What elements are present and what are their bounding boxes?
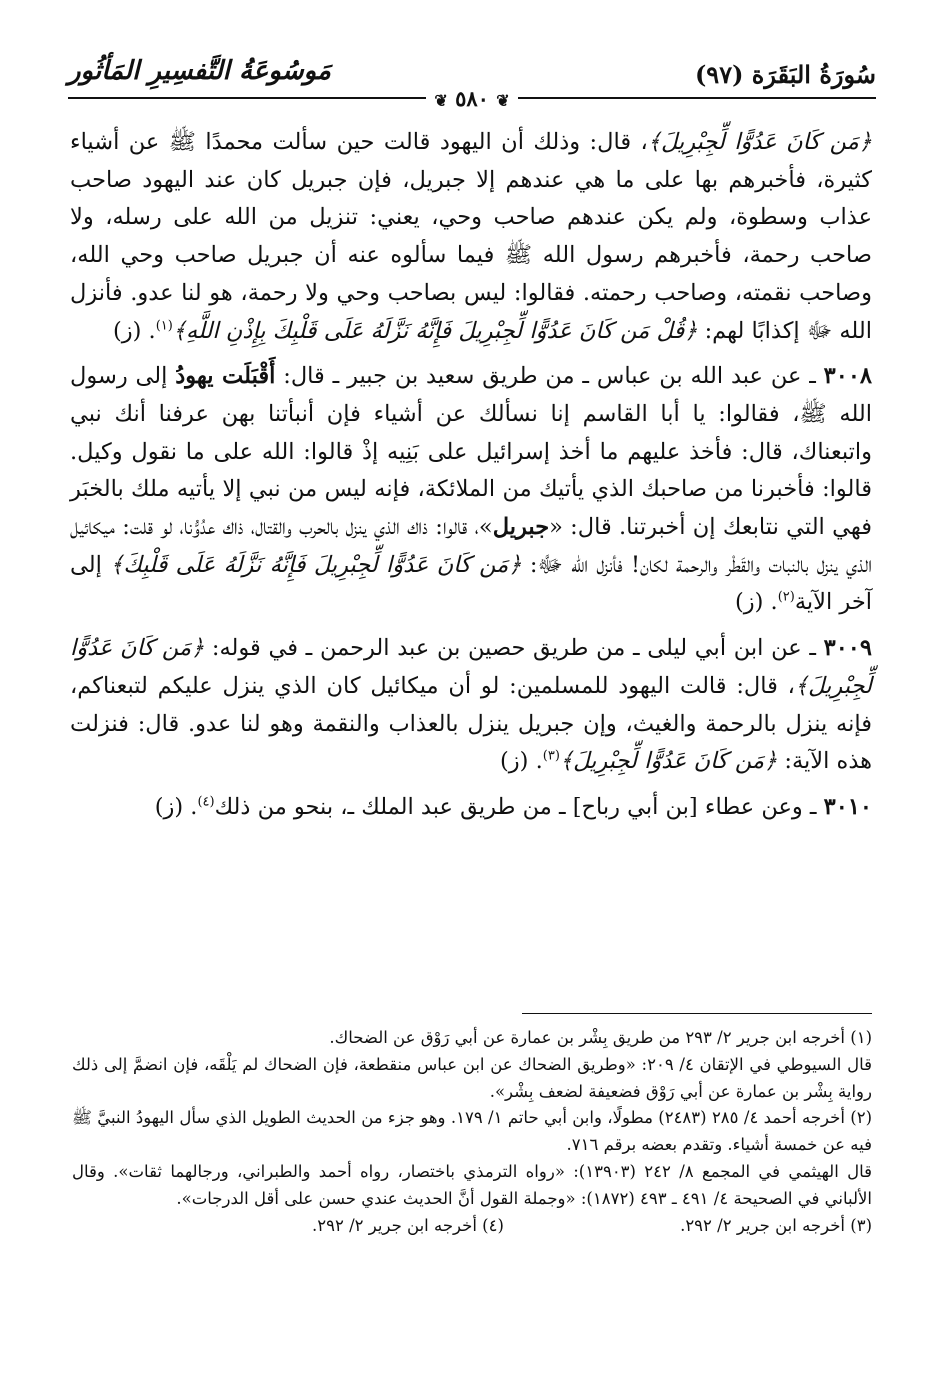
narration-number: ٣٠١٠ [823, 793, 872, 820]
paragraph-continuation [70, 124, 872, 350]
quran-quote: ﴿مَن كَانَ عَدُوًّا لِّجِبْرِيلَ﴾ [559, 748, 778, 775]
paragraph-end: . (ز) [500, 748, 543, 775]
main-text [70, 124, 872, 827]
paragraph-text: ـ عن ابن أبي ليلى ـ من طريق حصين بن عبد الرحمن ـ في قوله: [204, 635, 824, 662]
bold-phrase: جبريل [492, 514, 550, 541]
paragraph-end: . (ز) [734, 589, 778, 616]
surah-title: سُورَةُ البَقَرَة (٩٧) [694, 60, 876, 89]
narration-3010 [70, 789, 872, 827]
paragraph-text: ـ عن عبد الله بن عباس ـ من طريق سعيد بن جبير ـ قال: [275, 363, 824, 390]
paragraph-end: . (ز) [154, 793, 198, 820]
quran-quote: ﴿مَن كَانَ عَدُوًّا لِّجِبْرِيلَ﴾ [647, 129, 872, 155]
book-title: مَوسُوعَةُ التَّفسِيرِ المَأثُور [68, 56, 331, 86]
footnote-ref[interactable]: (٣) [542, 748, 560, 764]
paragraph-end: . (ز) [112, 317, 156, 344]
paragraph-text: إلى رسول الله ﷺ، فقالوا: يا أبا القاسم إنا نسألك عن أشياء فإن أنبأتنا بهن عرفنا أنك نبي واتبعناك، قال: فأخذ عليهم ما أخذ إسرائيل على بَنِيه إذْ قالوا: الله على ما نقول وكيل. قالوا: فأخبرنا من صاحبك الذي يأتيك من الملائكة، فإنه ليس من نبي إلا يأتيه ملك بالخبَر فهي التي نتابعك إن أخبرتنا. قال: « [70, 363, 872, 541]
narration-number: ٣٠٠٨ [823, 363, 873, 390]
footnote-2-comment: قال الهيثمي في المجمع ٨/ ٢٤٢ (١٣٩٠٣): «رواه الترمذي باختصار، رواه أحمد والطبراني، ورجالهما ثقات». وقال الألباني في الصحيحة ٤/ ٤٩١ ـ ٤٩٣ (١٨٧٢): «وجملة القول أنَّ الحديث عندي حسن على أقل الدرجات». [72, 1161, 872, 1208]
footnote-4: (٤) أخرجه ابن جرير ٢/ ٢٩٢. [312, 1215, 504, 1235]
paragraph-text: ، قال: قالت اليهود للمسلمين: لو أن ميكائيل كان الذي ينزل عليكم لتبعناكم، فإنه ينزل بالرحمة والغيث، وإن جبريل ينزل بالعذاب والنقمة وهو لنا عدو. قال: فنزلت هذه الآية: [70, 672, 872, 775]
bold-phrase: أَقْبَلَت يهودُ [175, 363, 276, 390]
paragraph-text: »، قالوا: ذاك الذي ينزل بالحرب والقتال، ذاك عدُوُّنا، لو قلت: ميكائيل الذي ينزل بالنبات والقَطْر والرحمة لكان! فأنزل الله ﷻ: [70, 514, 873, 578]
footnote-1-comment: قال السيوطي في الإتقان ٤/ ٢٠٩: «وطريق الضحاك عن ابن عباس منقطعة، فإن الضحاك لم يَلْقَه، فإن انضمَّ إلى ذلك رواية بِشْر بن عمارة عن أبي رَوْق فضعيفة لضعف بِشْر». [72, 1054, 872, 1101]
footnotes [72, 1025, 872, 1239]
footnote-1: (١) أخرجه ابن جرير ٢/ ٢٩٣ من طريق بِشْر بن عمارة عن أبي رَوْق عن الضحاك. [329, 1028, 872, 1047]
footnote-ref[interactable]: (٤) [197, 794, 215, 810]
narration-3009 [70, 630, 872, 781]
footnote-row [72, 1213, 872, 1240]
ornament-icon: ❦ [434, 91, 448, 110]
page-number-row [0, 86, 944, 114]
page-number: ٥٨٠ [455, 86, 489, 111]
quran-quote: ﴿قُلْ مَن كَانَ عَدُوًّا لِّجِبْرِيلَ فَإِنَّهُ نَزَّلَهُ عَلَى قَلْبِكَ بِإِذْنِ اللَّهِ﴾ [172, 317, 698, 344]
footnote-ref[interactable]: (٢) [777, 589, 795, 605]
footnote-separator [522, 1013, 872, 1014]
narration-3008 [70, 358, 872, 622]
footnote-ref[interactable]: (١) [155, 318, 173, 334]
footnote-3: (٣) أخرجه ابن جرير ٢/ ٢٩٢. [680, 1215, 872, 1235]
paragraph-text: إلى آخر الآية [70, 551, 872, 616]
quran-quote: ﴿مَن كَانَ عَدُوًّا لِّجِبْرِيلَ﴾ [70, 635, 872, 699]
paragraph-text: ـ وعن عطاء [بن أبي رباح] ـ من طريق عبد الملك ـ، بنحو من ذلك [214, 793, 824, 820]
narration-number: ٣٠٠٩ [823, 635, 872, 662]
ornament-icon: ❦ [496, 91, 510, 110]
paragraph-text: ، قال: وذلك أن اليهود قالت حين سألت محمدًا ﷺ عن أشياء كثيرة، فأخبرهم بها على ما هي عندهم إلا جبريل، فإن جبريل كان عند اليهود صاحب عذاب وسطوة، ولم يكن عندهم صاحب وحي، يعني: تنزيل من الله على رسله، ولا صاحب رحمة، فأخبرهم رسول الله ﷺ فيما سألوه عنه أن جبريل صاحب وحي الله، وصاحب نقمته، وصاحب رحمته. فقالوا: ليس بصاحب وحي ولا رحمة، هو لنا عدو. فأنزل الله ﷻ إكذابًا لهم: [70, 129, 872, 344]
quran-quote: ﴿مَن كَانَ عَدُوًّا لِّجِبْرِيلَ فَإِنَّهُ نَزَّلَهُ عَلَى قَلْبِكَ﴾ [110, 551, 522, 578]
footnote-2: (٢) أخرجه أحمد ٤/ ٢٨٥ (٢٤٨٣) مطولًا، وابن أبي حاتم ١/ ١٧٩. وهو جزء من الحديث الطويل الذي سأل اليهودُ النبيَّ ﷺ فيه عن خمسة أشياء. وتقدم بعضه برقم ٧١٦. [72, 1108, 872, 1155]
